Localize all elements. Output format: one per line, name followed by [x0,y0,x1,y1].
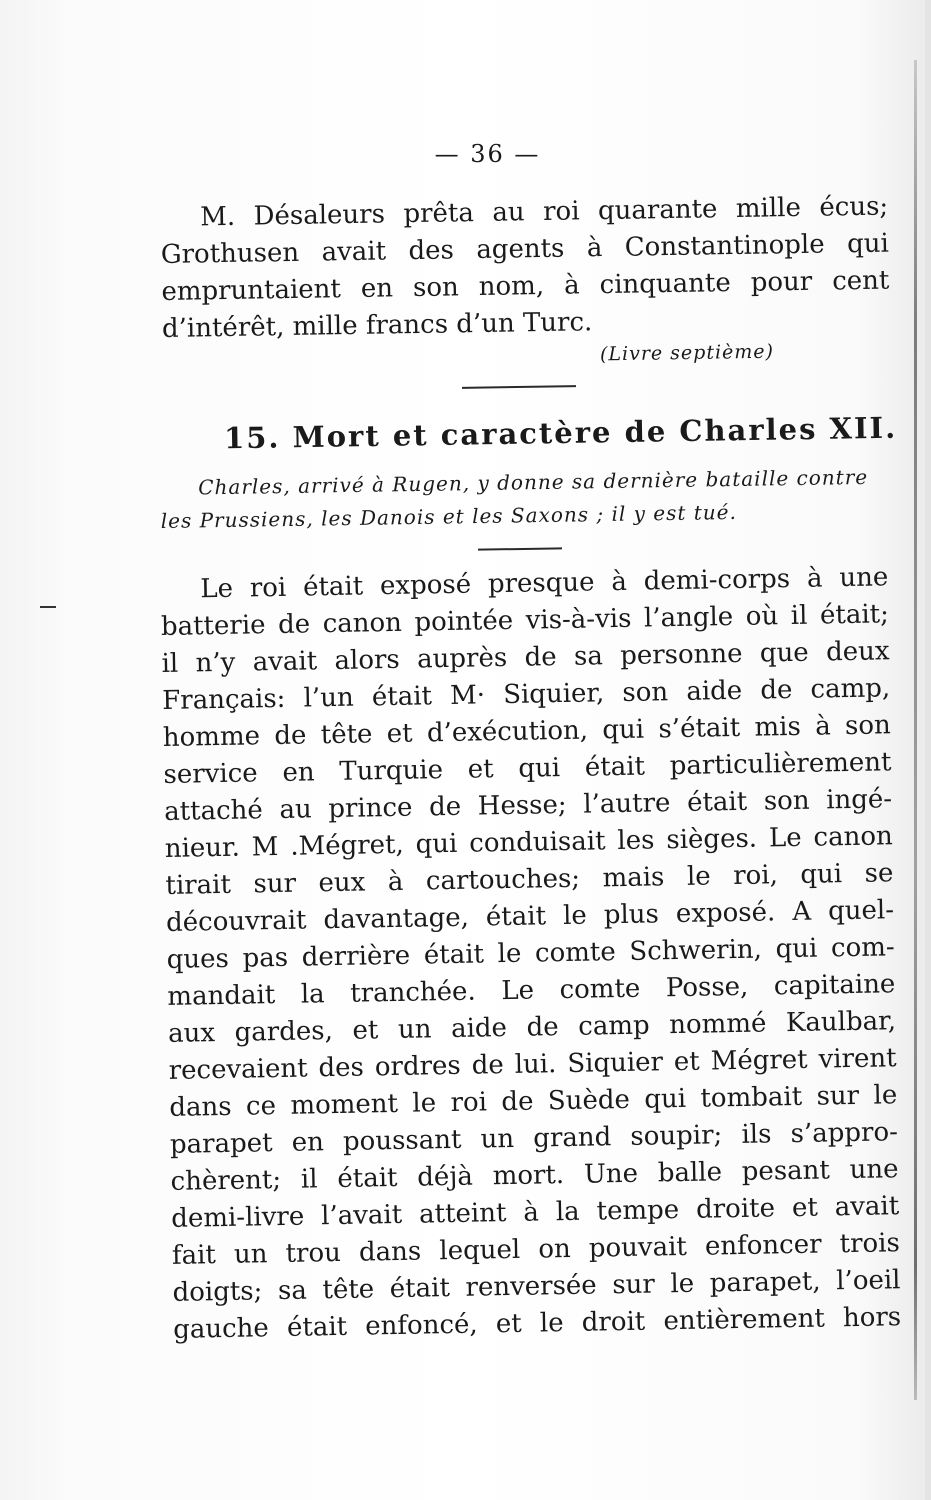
body-line: il n’y avait alors auprès de sa personne que deux [161,636,890,679]
summary-line: Charles, arrivé à Rugen, y donne sa dernière bataille contre [198,464,869,500]
divider-rule [462,385,576,388]
intro-paragraph [160,189,890,348]
body-line: mandait la tranchée. Le comte Posse, capitaine [167,969,896,1012]
intro-line: d’intérêt, mille francs d’un Turc. [161,307,593,344]
body-line: Français: l’un était M· Siquier, son aide de camp, [161,673,891,716]
body-line: batterie de canon pointée vis-à-vis l’angle où il était; [160,599,890,642]
page-fold-line [914,60,917,1400]
body-line: aux gardes, et un aide de camp nommé Kaulbar, [167,1006,897,1049]
summary-line: les Prussiens, les Danois et les Saxons ; il y est tué. [160,499,738,533]
body-line: service en Turquie et qui était particulièrement [163,747,892,790]
margin-mark [40,606,56,608]
body-line: tirait sur eux à cartouches; mais le roi, qui se [165,858,894,901]
section-summary [160,461,889,538]
intro-line: Grothusen avait des agents à Constantinople qui [160,228,890,270]
divider-rule [478,547,562,550]
body-line: homme de tête et d’exécution, qui s’était mis à son [162,710,892,753]
section-title: 15. Mort et caractère de Charles XII. [223,410,898,456]
body-line: ques pas derrière était le comte Schwerin, qui com- [166,932,895,975]
source-credit: (Livre septième) [599,340,775,366]
intro-line: empruntaient en son nom, à cinquante pour cent [161,265,890,307]
body-line: découvrait davantage, était le plus exposé. A quel- [165,895,895,938]
body-line: nieur. M .Mégret, qui conduisait les sièges. Le canon [164,821,893,864]
intro-line: M. Désaleurs prêta au roi quarante mille écus; [200,191,889,233]
page-number: — 36 — [434,140,541,168]
body-line: Le roi était exposé presque à demi-corps à une [200,562,889,605]
body-line: parapet en poussant un grand soupir; ils s’appro- [169,1117,899,1160]
body-line: chèrent; il était déjà mort. Une balle pesant une [170,1154,899,1197]
body-line: demi-livre l’avait atteint à la tempe droite et avait [171,1191,900,1234]
page-edge-shadow [925,0,931,1500]
body-line: attaché au prince de Hesse; l’autre était son ingé- [163,784,893,827]
body-line: fait un trou dans lequel on pouvait enfoncer trois [171,1228,901,1271]
body-line: recevaient des ordres de lui. Siquier et Mégret virent [168,1043,897,1086]
body-line: gauche était enfoncé, et le droit entièrement hors [172,1302,902,1345]
body-paragraph [160,559,901,1349]
body-line: dans ce moment le roi de Suède qui tombait sur le [169,1080,898,1123]
body-line: doigts; sa tête était renversée sur le parapet, l’oeil [172,1265,901,1308]
